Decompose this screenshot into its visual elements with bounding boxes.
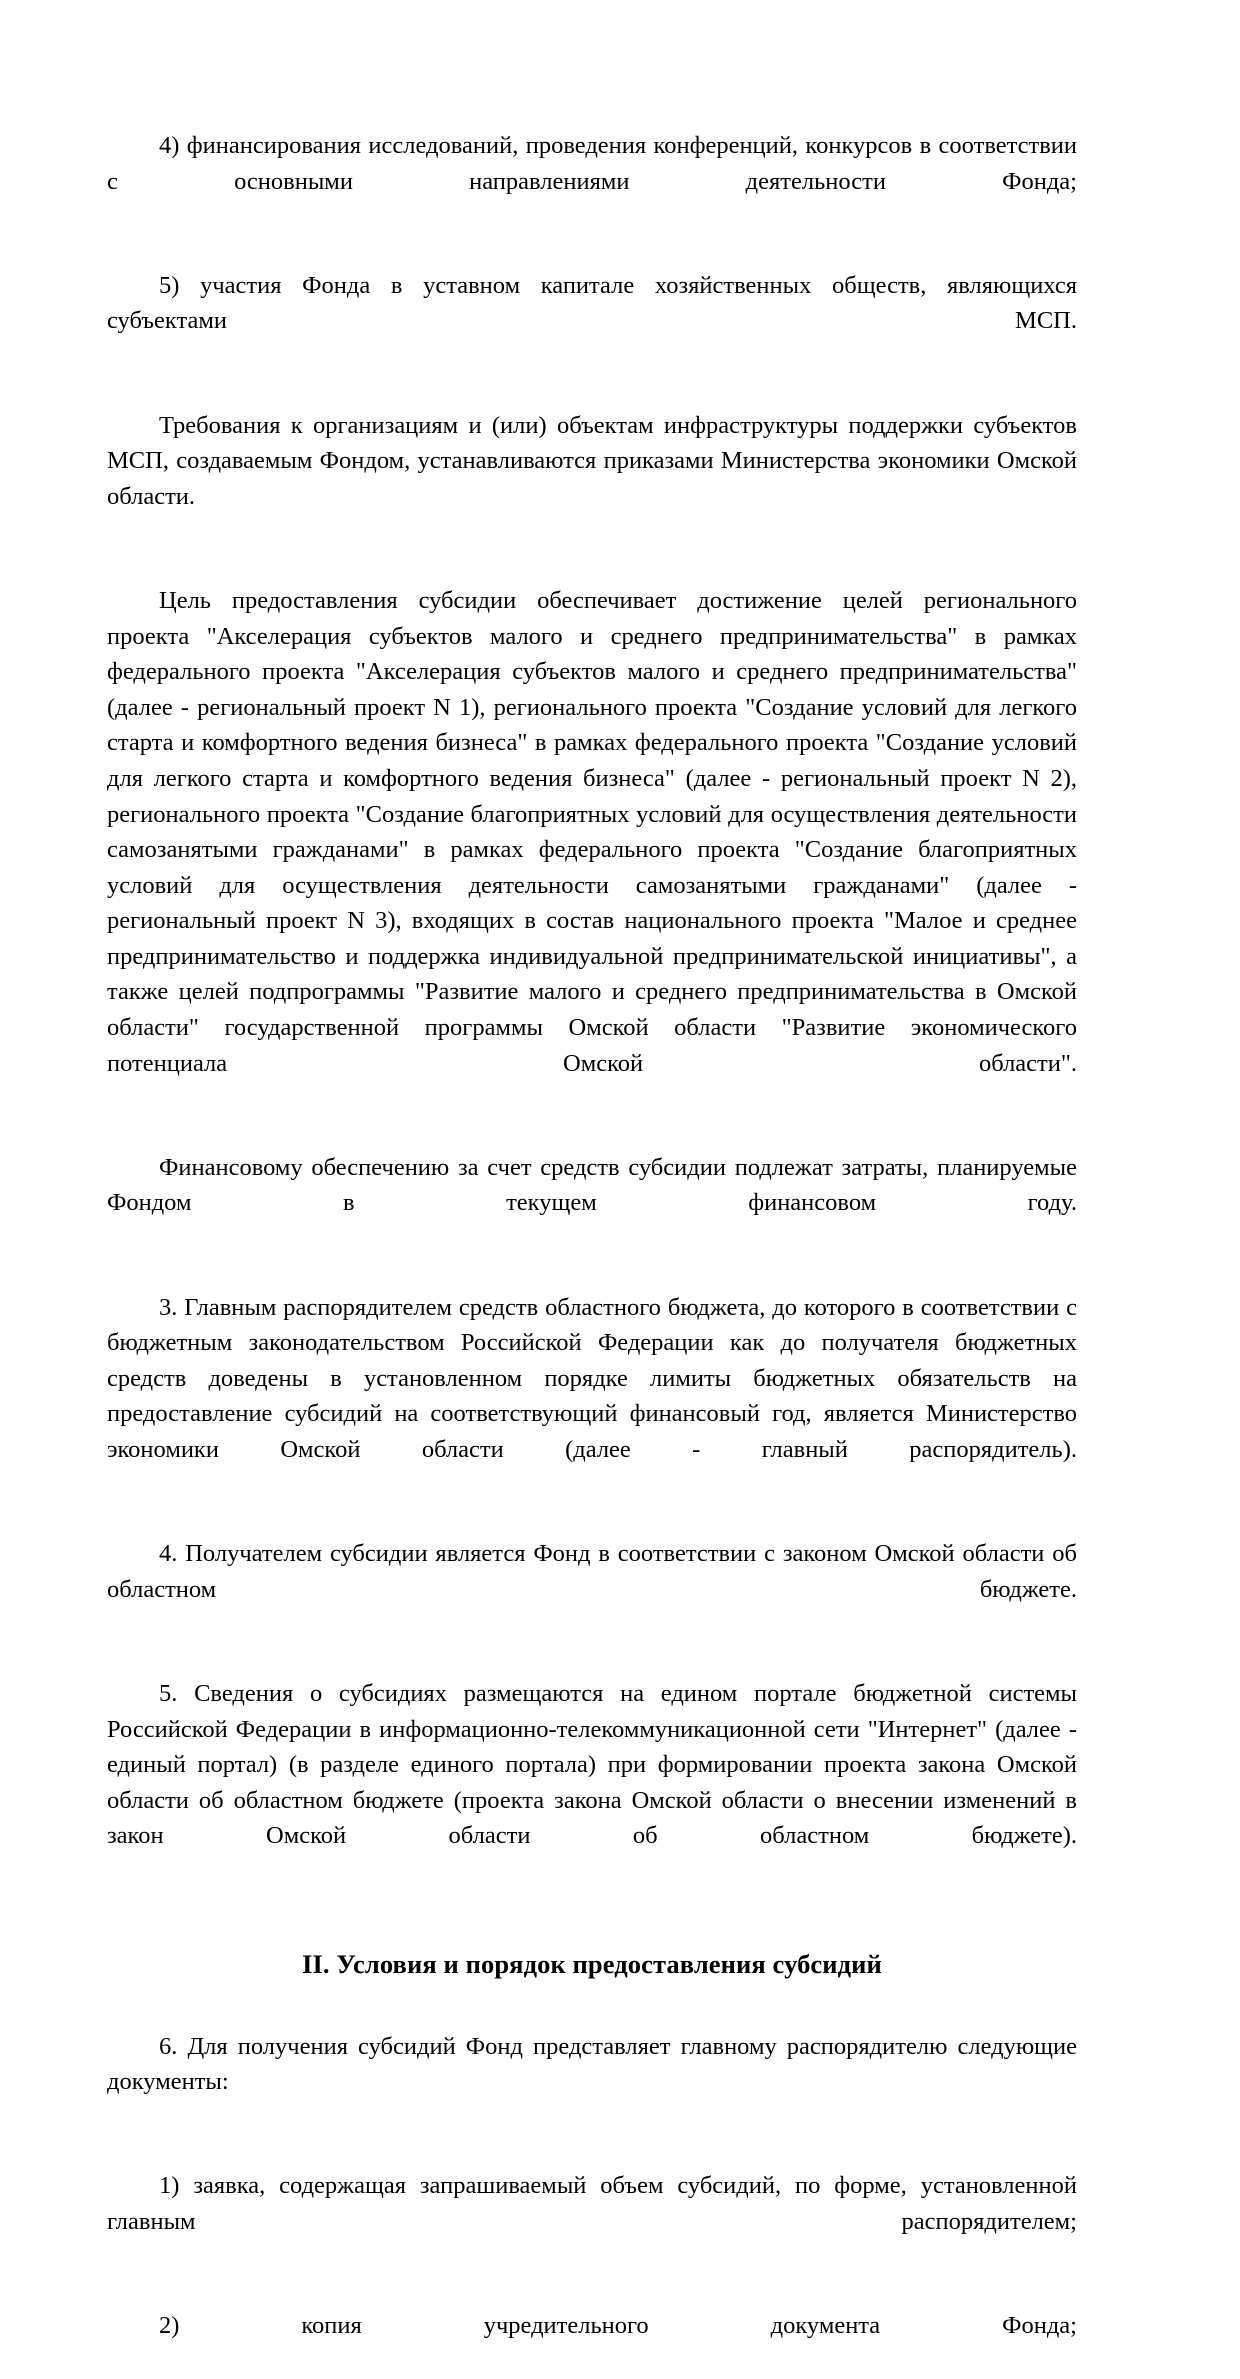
section-heading-ii: II. Условия и порядок предоставления субсидий bbox=[302, 1948, 882, 1979]
paragraph-item-4: 4) финансирования исследований, проведения конференций, конкурсов в соответствии с основными направлениями деятельности Фонда; bbox=[107, 132, 1077, 195]
paragraph-item-3-chief-administrator: 3. Главным распорядителем средств областного бюджета, до которого в соответствии с бюджетным законодательством Российской Федерации как до получателя бюджетных средств доведены в установленном порядке лимиты бюджетных обязательств на предоставление субсидий на соответствующий финансовый год, является Министерство экономики Омской области (далее - главный распорядитель). bbox=[107, 1293, 1077, 1463]
paragraph-item-6-required-documents: 6. Для получения субсидий Фонд представляет главному распорядителю следующие документы: bbox=[107, 2032, 1077, 2096]
paragraph-infrastructure-requirements: Требования к организациям и (или) объектам инфраструктуры поддержки субъектов МСП, создаваемым Фондом, устанавливаются приказами Министерства экономики Омской области. bbox=[107, 411, 1077, 510]
paragraph-subsidy-purpose: Цель предоставления субсидии обеспечивает достижение целей регионального проекта "Акселерация субъектов малого и среднего предпринимательства" в рамках федерального проекта "Акселерация субъектов малого и среднего предпринимательства" (далее - региональный проект N 1), регионального проекта "Создание условий для легкого старта и комфортного ведения бизнеса" в рамках федерального проекта "Создание условий для легкого старта и комфортного ведения бизнеса" (далее - региональный проект N 2), регионального проекта "Создание благоприятных условий для осуществления деятельности самозанятыми гражданами" в рамках федерального проекта "Создание благоприятных условий для осуществления деятельности самозанятыми гражданами" (далее - региональный проект N 3), входящих в состав национального проекта "Малое и среднее предпринимательство и поддержка индивидуальной предпринимательской инициативы", а также целей подпрограммы "Развитие малого и среднего предпринимательства в Омской области" государственной программы Омской области "Развитие экономического потенциала Омской области". bbox=[107, 586, 1077, 1077]
paragraph-item-5: 5) участия Фонда в уставном капитале хозяйственных обществ, являющихся субъектами МСП. bbox=[107, 271, 1077, 335]
paragraph-financial-support: Финансовому обеспечению за счет средств субсидии подлежат затраты, планируемые Фондом в текущем финансовом году. bbox=[107, 1153, 1077, 1217]
paragraph-item-5-unified-portal: 5. Сведения о субсидиях размещаются на едином портале бюджетной системы Российской Федерации в информационно-телекоммуникационной сети "Интернет" (далее - единый портал) (в разделе единого портала) при формировании проекта закона Омской области об областном бюджете (проекта закона Омской области о внесении изменений в закон Омской области об областном бюджете). bbox=[107, 1679, 1077, 1850]
paragraph-document-1-application: 1) заявка, содержащая запрашиваемый объем субсидий, по форме, установленной главным распорядителем; bbox=[107, 2172, 1077, 2235]
paragraph-item-4-subsidy-recipient: 4. Получателем субсидии является Фонд в соответствии с законом Омской области об областном бюджете. bbox=[107, 1540, 1077, 1603]
paragraph-document-2-founding-document: 2) копия учредительного документа Фонда; bbox=[159, 2312, 1077, 2340]
document-body bbox=[107, 128, 1077, 2379]
